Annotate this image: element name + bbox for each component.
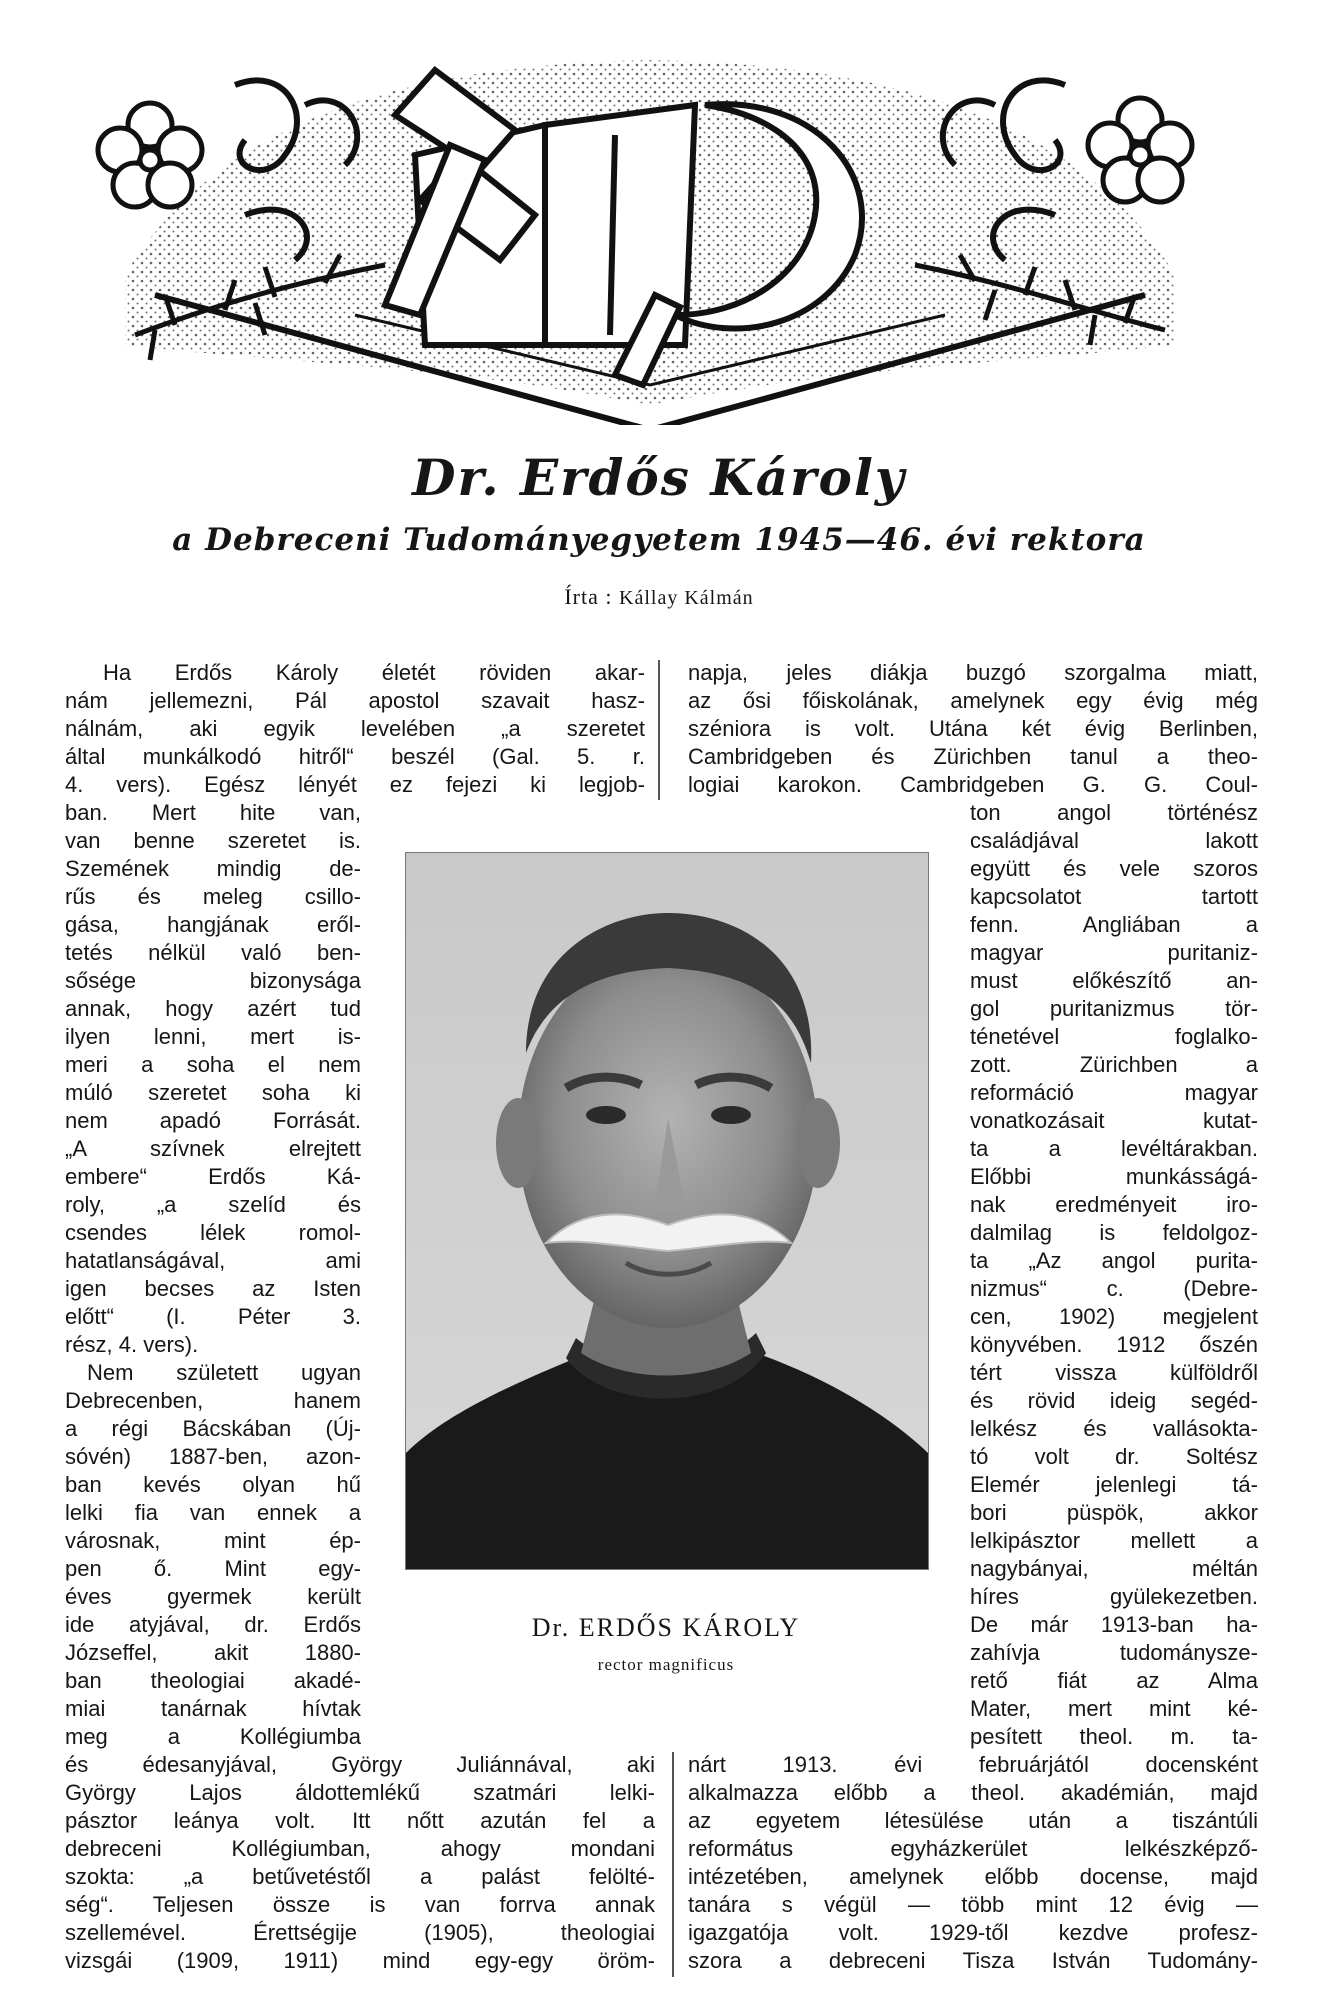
text-line: nizmus“ c. (Debre- <box>970 1276 1258 1301</box>
text-line: bori püspök, akkor <box>970 1500 1258 1525</box>
text-line: meg a Kollégiumba <box>65 1724 361 1749</box>
byline-author: Kállay Kálmán <box>619 587 754 609</box>
article-title: Dr. Erdős Károly <box>412 448 906 507</box>
text-line: igen becses az Isten <box>65 1276 361 1301</box>
text-line: rész, 4. vers). <box>65 1332 199 1357</box>
text-line: híres gyülekezetben. <box>970 1584 1258 1609</box>
text-line: ta a levéltárakban. <box>970 1136 1258 1161</box>
left-column-top <box>65 659 645 799</box>
text-line: családjával lakott <box>970 828 1258 853</box>
text-line: ton angol történész <box>970 800 1258 825</box>
text-line: és rövid ideig segéd- <box>970 1388 1258 1413</box>
text-line: az ősi főiskolának, amelynek egy évig még <box>688 688 1258 713</box>
text-line: Előbbi munkásságá- <box>970 1164 1258 1189</box>
text-line: pásztor leánya volt. Itt nőtt azután fel a <box>65 1808 655 1833</box>
text-line: tetés nélkül való ben- <box>65 940 361 965</box>
text-line: nak eredményeit iro- <box>970 1192 1258 1217</box>
text-line: szellemével. Érettségije (1905), theologiai <box>65 1920 655 1945</box>
text-line: alkalmazza előbb a theol. akadémián, majd <box>688 1780 1258 1805</box>
text-line: pen ő. Mint egy- <box>65 1556 361 1581</box>
text-line: városnak, mint ép- <box>65 1528 361 1553</box>
text-line: szokta: „a betűvetéstől a palást felölté- <box>65 1864 655 1889</box>
text-line: ban theologiai akadé- <box>65 1668 361 1693</box>
text-line: zott. Zürichben a <box>970 1052 1258 1077</box>
text-line: Cambridgeben és Zürichben tanul a theo- <box>688 744 1258 769</box>
text-line: református egyházkerület lelkészképző- <box>688 1836 1258 1861</box>
right-column-narrow <box>970 799 1258 1751</box>
column-rule-top <box>658 660 660 800</box>
text-line: „A szívnek elrejtett <box>65 1136 361 1161</box>
text-line: dalmilag is feldolgoz- <box>970 1220 1258 1245</box>
right-column-top <box>688 659 1258 799</box>
text-line: De már 1913-ban ha- <box>970 1612 1258 1637</box>
right-column-bottom <box>688 1751 1258 1975</box>
byline-prefix: Írta : <box>564 584 613 609</box>
text-line: könyvében. 1912 őszén <box>970 1332 1258 1357</box>
text-line: gol puritanizmus tör- <box>970 996 1258 1021</box>
article-subtitle: a Debreceni Tudományegyetem 1945—46. évi rektora <box>172 522 1146 558</box>
text-line: ilyen lenni, mert is- <box>65 1024 361 1049</box>
right-flower-icon <box>1088 98 1192 202</box>
portrait-photo <box>405 852 929 1570</box>
text-line: magyar puritaniz- <box>970 940 1258 965</box>
text-line: kapcsolatot tartott <box>970 884 1258 909</box>
text-line: Józseffel, akit 1880- <box>65 1640 361 1665</box>
text-line: ban. Mert hite van, <box>65 800 361 825</box>
text-line: ténetével foglalko- <box>970 1024 1258 1049</box>
byline <box>0 584 1318 610</box>
text-line: igazgatója volt. 1929-től kezdve profesz- <box>688 1920 1258 1945</box>
text-line: és édesanyjával, György Juliánnával, aki <box>65 1752 655 1777</box>
left-column-narrow <box>65 799 361 1751</box>
text-line: előtt“ (I. Péter 3. <box>65 1304 361 1329</box>
text-line: hatatlanságával, ami <box>65 1248 361 1273</box>
text-line: intézetében, amelynek előbb docense, majd <box>688 1864 1258 1889</box>
text-line: roly, „a szelíd és <box>65 1192 361 1217</box>
text-line: szora a debreceni Tisza István Tudomány- <box>688 1948 1258 1973</box>
text-line: zahívja tudományszе- <box>970 1640 1258 1665</box>
text-line: György Lajos áldottemlékű szatmári lelki- <box>65 1780 655 1805</box>
text-line: tó volt dr. Soltész <box>970 1444 1258 1469</box>
left-column-bottom <box>65 1751 655 1975</box>
text-line: lelki fia van ennek a <box>65 1500 361 1525</box>
text-line: fenn. Angliában a <box>970 912 1258 937</box>
text-line: Szemének mindig de- <box>65 856 361 881</box>
photo-caption-name: Dr. ERDŐS KÁROLY <box>531 1613 801 1642</box>
header-ornament <box>95 45 1205 425</box>
text-line: ban kevés olyan hű <box>65 1472 361 1497</box>
text-line: ta „Az angol purita- <box>970 1248 1258 1273</box>
text-line: Elemér jelenlegi tá- <box>970 1472 1258 1497</box>
text-line: ide atyjával, dr. Erdős <box>65 1612 361 1637</box>
photo-caption-role: rector magnificus <box>597 1655 735 1674</box>
text-line: nárt 1913. évi februárjától docensként <box>688 1752 1258 1777</box>
text-line: embere“ Erdős Ká- <box>65 1164 361 1189</box>
text-line: által munkálkodó hitről“ beszél (Gal. 5. r. <box>65 744 645 769</box>
text-line: sóvén) 1887-ben, azon- <box>65 1444 361 1469</box>
text-line: nem apadó Forrását. <box>65 1108 361 1133</box>
text-line: must előkészítő an- <box>970 968 1258 993</box>
text-line: múló szeretet soha ki <box>65 1080 361 1105</box>
text-line: miai tanárnak hívtak <box>65 1696 361 1721</box>
text-line: van benne szeretet is. <box>65 828 361 853</box>
text-line: lelkipásztor mellett a <box>970 1528 1258 1553</box>
text-line: napja, jeles diákja buzgó szorgalma miatt, <box>688 660 1258 685</box>
text-line: Nem született ugyan <box>87 1360 361 1385</box>
text-line: az egyetem létesülése után a tiszántúli <box>688 1808 1258 1833</box>
text-line: cen, 1902) megjelent <box>970 1304 1258 1329</box>
text-line: nálnám, aki egyik levelében „a szeretet <box>65 716 645 741</box>
text-line: nagybányai, méltán <box>970 1556 1258 1581</box>
text-line: rető fiát az Alma <box>970 1668 1258 1693</box>
text-line: Mater, mert mint ké- <box>970 1696 1258 1721</box>
text-line: vonatkozásait kutat- <box>970 1108 1258 1133</box>
text-line: vizsgái (1909, 1911) mind egy-egy öröm- <box>65 1948 655 1973</box>
text-line: meri a soha el nem <box>65 1052 361 1077</box>
text-line: sősége bizonysága <box>65 968 361 993</box>
text-line: gása, hangjának eről- <box>65 912 361 937</box>
text-line: lelkész és vallásokta- <box>970 1416 1258 1441</box>
text-line: együtt és vele szoros <box>970 856 1258 881</box>
text-line: debreceni Kollégiumban, ahogy mondani <box>65 1836 655 1861</box>
text-line: reformáció magyar <box>970 1080 1258 1105</box>
text-line: tért vissza külföldről <box>970 1360 1258 1385</box>
left-flower-icon <box>98 103 202 207</box>
text-line: pesített theol. m. ta- <box>970 1724 1258 1749</box>
text-line: ség“. Teljesen össze is van forrva annak <box>65 1892 655 1917</box>
text-line: Debrecenben, hanem <box>65 1388 361 1413</box>
text-line: széniora is volt. Utána két évig Berlinben, <box>688 716 1258 741</box>
text-line: a régi Bácskában (Új- <box>65 1416 361 1441</box>
text-line: nám jellemezni, Pál apostol szavait hasz- <box>65 688 645 713</box>
text-line: rűs és meleg csillo- <box>65 884 361 909</box>
text-line: éves gyermek került <box>65 1584 361 1609</box>
text-line: 4. vers). Egész lényét ez fejezi ki legjob- <box>65 772 645 797</box>
text-line: csendes lélek romol- <box>65 1220 361 1245</box>
text-line: annak, hogy azért tud <box>65 996 361 1021</box>
text-line: Ha Erdős Károly életét röviden akar- <box>103 660 645 685</box>
column-rule-bottom <box>672 1752 674 1977</box>
text-line: tanára s végül — több mint 12 évig — <box>688 1892 1258 1917</box>
text-line: logiai karokon. Cambridgeben G. G. Coul- <box>688 772 1258 797</box>
